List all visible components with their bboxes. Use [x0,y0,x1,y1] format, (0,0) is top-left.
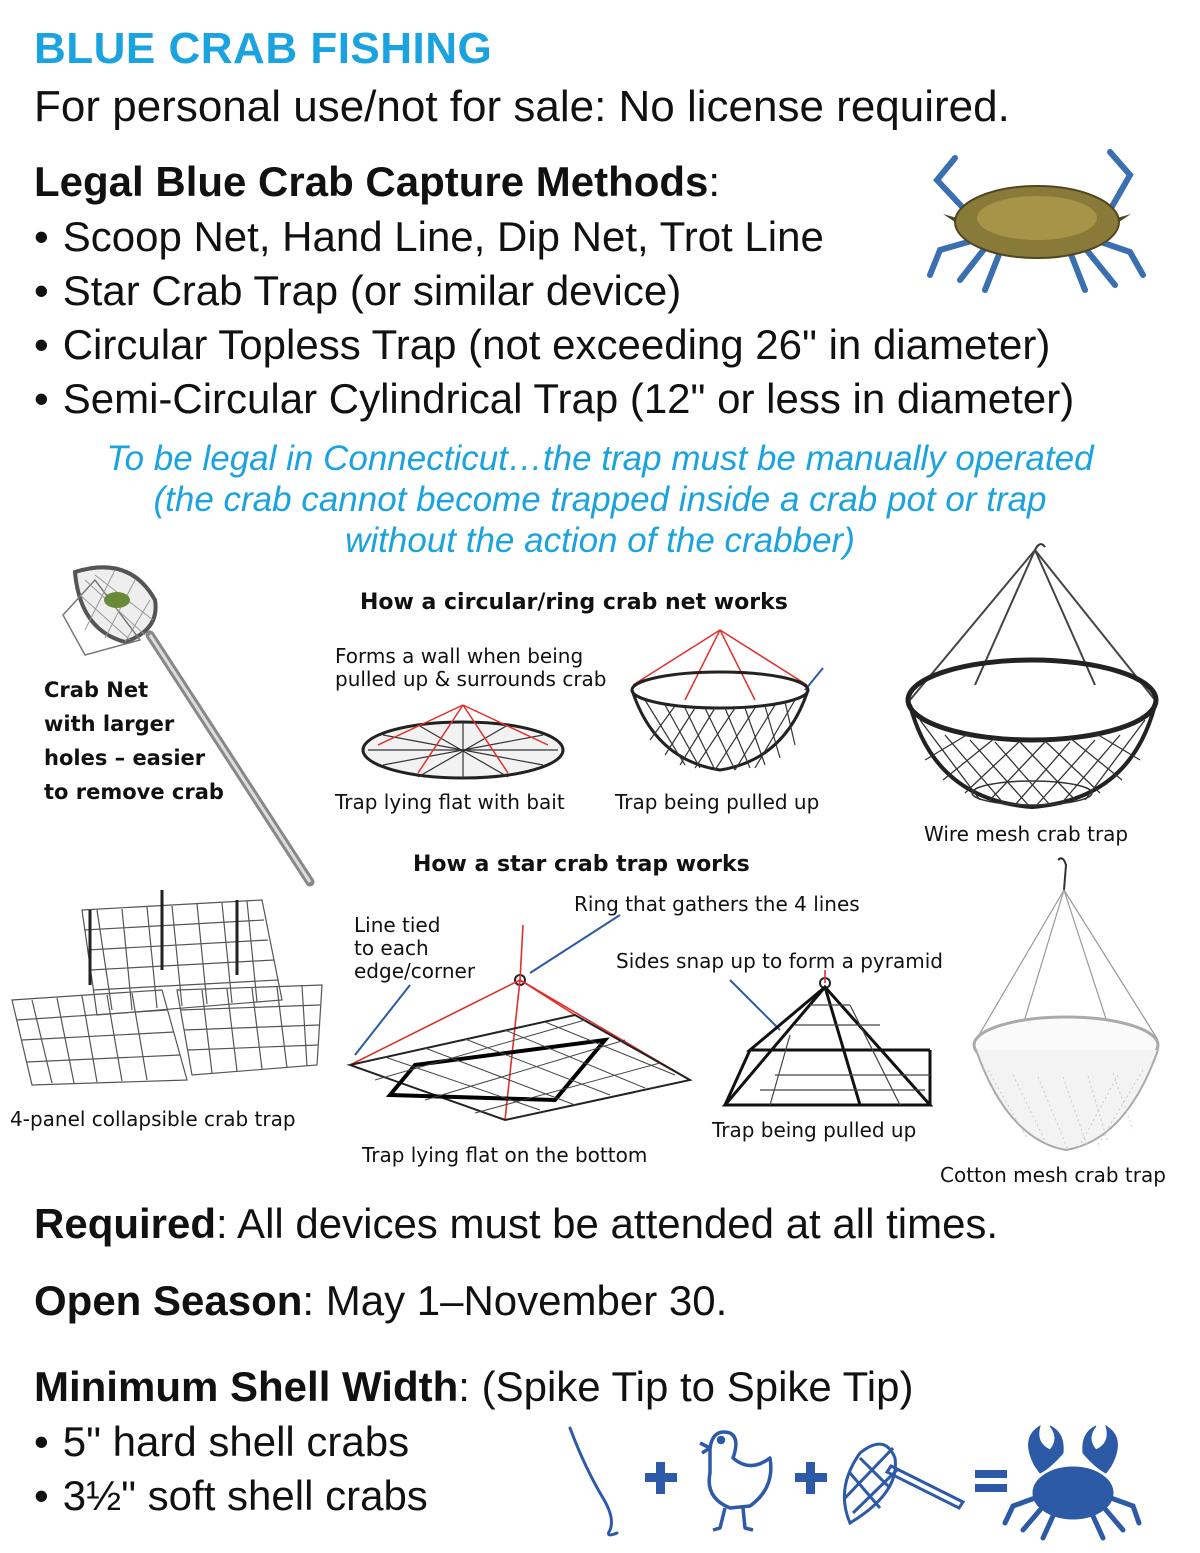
shell-width-item: • 3½" soft shell crabs [34,1469,428,1523]
legal-note-line: without the action of the crabber) [345,521,855,560]
open-season-text: : May 1–November 30. [302,1277,728,1324]
star-flat-illustration [345,905,695,1140]
required-text: : All devices must be attended at all times. [216,1200,999,1247]
plus-sign [795,1462,827,1494]
star-trap-title: How a star crab trap works [413,852,750,877]
shell-width-text: : (Spike Tip to Spike Tip) [458,1363,914,1410]
page-title: BLUE CRAB FISHING [34,24,493,73]
ring-up-illustration [625,630,830,780]
methods-heading [34,158,720,206]
wire-mesh-trap-illustration [900,535,1165,820]
collapsible-trap-illustration [12,880,332,1095]
crabbing-equation [565,1418,1140,1543]
method-item: • Star Crab Trap (or similar device) [34,264,1074,318]
net-icon [844,1444,963,1523]
crab-icon [1005,1426,1139,1538]
page-subtitle: For personal use/not for sale: No license required. [34,82,1010,131]
ring-net-title: How a circular/ring crab net works [360,590,788,615]
ring-flat-label: Trap lying flat with bait [335,790,565,814]
star-sides-label: Sides snap up to form a pyramid [616,949,943,973]
shell-width-item: • 5" hard shell crabs [34,1415,428,1469]
methods-heading-bold: Legal Blue Crab Capture Methods [34,158,709,205]
ring-up-label: Trap being pulled up [615,790,820,814]
legal-note-line: (the crab cannot become trapped inside a crab pot or trap [153,480,1047,519]
cotton-mesh-trap-label: Cotton mesh crab trap [940,1163,1166,1187]
method-item: • Semi-Circular Cylindrical Trap (12" or less in diameter) [34,372,1074,426]
shell-width-list [34,1415,428,1523]
shell-width-bold: Minimum Shell Width [34,1363,459,1410]
collapsible-trap-label: 4-panel collapsible crab trap [10,1107,296,1131]
star-ring-label: Ring that gathers the 4 lines [574,892,860,916]
wire-mesh-trap-label: Wire mesh crab trap [924,822,1129,846]
equals-sign [975,1470,1007,1492]
star-line-label: Line tied to each edge/corner [354,913,476,983]
required-rule [34,1200,998,1248]
open-season-bold: Open Season [34,1277,303,1324]
crab-net-label: Crab Net with larger holes – easier to remove crab [44,678,224,804]
chicken-icon [700,1432,771,1530]
star-flat-label: Trap lying flat on the bottom [362,1143,648,1167]
plus-sign [645,1462,677,1494]
method-item: • Circular Topless Trap (not exceeding 26" in diameter) [34,318,1074,372]
crab-photo [925,140,1150,295]
legal-note-line: To be legal in Connecticut…the trap must be manually operated [106,439,1094,478]
open-season-rule [34,1277,727,1325]
star-up-label: Trap being pulled up [712,1118,917,1142]
ring-flat-illustration [358,705,568,785]
required-bold: Required [34,1200,217,1247]
method-item: • Scoop Net, Hand Line, Dip Net, Trot Line [34,210,1074,264]
star-up-illustration [720,975,940,1115]
ring-wall-label: Forms a wall when being pulled up & surrounds crab [335,644,607,691]
shell-width-rule [34,1363,913,1411]
methods-list [34,210,1074,426]
line-icon [570,1428,617,1535]
cotton-mesh-trap-illustration [968,855,1168,1155]
methods-heading-rest: : [708,158,721,205]
